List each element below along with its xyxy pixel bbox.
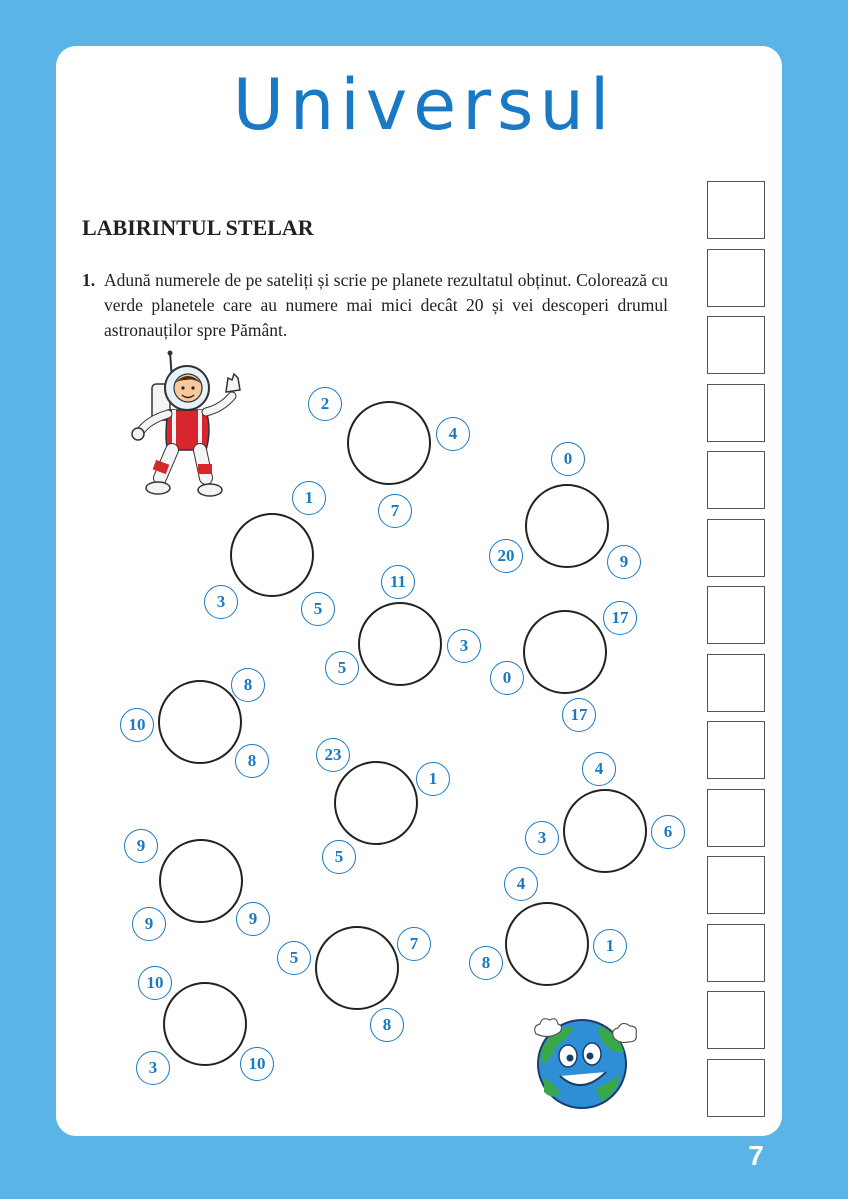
satellite: 3 — [136, 1051, 170, 1085]
satellite: 2 — [308, 387, 342, 421]
satellite: 1 — [593, 929, 627, 963]
astronaut-icon — [128, 350, 243, 500]
satellite: 9 — [124, 829, 158, 863]
satellite: 8 — [235, 744, 269, 778]
satellite: 20 — [489, 539, 523, 573]
planet[interactable] — [563, 789, 647, 873]
answer-box[interactable] — [707, 654, 765, 712]
planet[interactable] — [163, 982, 247, 1066]
answer-box[interactable] — [707, 316, 765, 374]
planet[interactable] — [347, 401, 431, 485]
satellite: 5 — [322, 840, 356, 874]
answer-box[interactable] — [707, 721, 765, 779]
satellite: 4 — [504, 867, 538, 901]
planet[interactable] — [159, 839, 243, 923]
planet[interactable] — [230, 513, 314, 597]
answer-box[interactable] — [707, 384, 765, 442]
satellite: 8 — [370, 1008, 404, 1042]
satellite: 9 — [236, 902, 270, 936]
satellite: 8 — [469, 946, 503, 980]
satellite: 3 — [447, 629, 481, 663]
planet[interactable] — [523, 610, 607, 694]
satellite: 17 — [603, 601, 637, 635]
answer-box[interactable] — [707, 789, 765, 847]
planet[interactable] — [315, 926, 399, 1010]
satellite: 10 — [240, 1047, 274, 1081]
answer-box[interactable] — [707, 1059, 765, 1117]
satellite: 1 — [292, 481, 326, 515]
planet[interactable] — [505, 902, 589, 986]
satellite: 0 — [551, 442, 585, 476]
answer-box[interactable] — [707, 181, 765, 239]
section-heading: LABIRINTUL STELAR — [82, 215, 314, 240]
planet[interactable] — [358, 602, 442, 686]
satellite: 5 — [325, 651, 359, 685]
exercise-number: 1. — [82, 270, 96, 290]
satellite: 4 — [582, 752, 616, 786]
satellite: 5 — [301, 592, 335, 626]
page-title: Universul — [232, 64, 616, 146]
satellite: 3 — [204, 585, 238, 619]
answer-box[interactable] — [707, 451, 765, 509]
satellite: 5 — [277, 941, 311, 975]
satellite: 0 — [490, 661, 524, 695]
satellite: 7 — [378, 494, 412, 528]
satellite: 11 — [381, 565, 415, 599]
satellite: 23 — [316, 738, 350, 772]
page-number: 7 — [748, 1140, 764, 1171]
satellite: 9 — [607, 545, 641, 579]
smiling-earth-icon — [526, 1012, 642, 1112]
answer-box[interactable] — [707, 519, 765, 577]
satellite: 17 — [562, 698, 596, 732]
answer-box[interactable] — [707, 856, 765, 914]
satellite: 4 — [436, 417, 470, 451]
answer-box[interactable] — [707, 924, 765, 982]
exercise-instructions — [82, 268, 668, 343]
satellite: 6 — [651, 815, 685, 849]
satellite: 7 — [397, 927, 431, 961]
satellite: 1 — [416, 762, 450, 796]
satellite: 10 — [120, 708, 154, 742]
answer-box[interactable] — [707, 991, 765, 1049]
planet[interactable] — [158, 680, 242, 764]
satellite: 8 — [231, 668, 265, 702]
planet[interactable] — [525, 484, 609, 568]
satellite: 10 — [138, 966, 172, 1000]
answer-box[interactable] — [707, 249, 765, 307]
satellite: 9 — [132, 907, 166, 941]
exercise-text: Adună numerele de pe sateliți și scrie pe planete rezultatul obținut. Colorează cu verde planetele care au numere mai mici decât 20 și vei descoperi drumul astronauților spre Pământ. — [104, 270, 668, 340]
answer-box[interactable] — [707, 586, 765, 644]
satellite: 3 — [525, 821, 559, 855]
planet[interactable] — [334, 761, 418, 845]
